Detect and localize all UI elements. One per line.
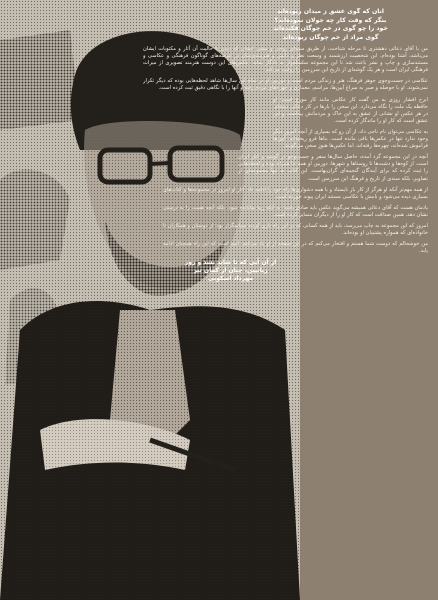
poem-line: از آن آبی که تا شاید نشد و روز bbox=[184, 259, 277, 267]
article-paragraph: آنچه در این مجموعه گرد آمده، حاصل سال‌ها سفر و جست‌وجو در گوشه و کنار ایران است. از کوه‌ها و دشت‌ها تا روستاها و شهرها، دوربین او همه جا همراه بوده و لحظه‌هایی را ثبت کرده که برای آیندگان گنجینه‌ای گران‌بهاست. این کتاب نه تنها مجموعه‌ای از تصاویر، بلکه سندی از تاریخ و فرهنگ این سرزمین است. bbox=[238, 154, 428, 182]
article-paragraph: عکاسی در جست‌وجوی جوهر فرهنگ، هنر و زندگی مردم است و دوربین او در تمام این سال‌ها شاهد لحظه‌هایی بوده که دیگر تکرار نمی‌شوند. او با حوصله و صبر به سراغ آیین‌ها، مراسم، معماری و چهره‌های مردم رفته و آنها را با نگاهی دقیق ثبت کرده است. bbox=[143, 78, 428, 92]
article-paragraph: به عکاسی می‌توان نام ناجی داد، از آن رو که بسیاری از آنچه امروز دیگر وجود ندارد تنها در عکس‌ها باقی مانده است. بناها فرو ریخته‌اند، آیین‌ها فراموش شده‌اند، چهره‌ها رفته‌اند، اما عکس‌ها هنوز سخن می‌گویند. bbox=[273, 128, 428, 150]
poem-line: بنگر که وقت کار چه جولان نموده‌اند؟ bbox=[274, 16, 387, 24]
article-paragraph: ابرج افشار روزی به من گفت کار عکاس مانند کار مورخ است؛ او حافظه یک ملت را نگاه می‌دارد. این سخن را بارها در کار دعائی دیده‌ام. در هر عکس او نشانی از عشق به این خاک و مردمانش پیداست و این عشق است که کار او را ماندگار کرده است. bbox=[273, 96, 428, 124]
article-paragraph: از همه مهم‌تر آنکه او هرگز از کار باز نایستاد و با همه دشواری‌ها راه خود را ادامه داد. آثار او امروز در مجموعه‌ها و کتاب‌های بسیاری دیده می‌شود و نامش با عکاسی مستند ایران پیوند خورده است. bbox=[163, 186, 428, 200]
footer-poem bbox=[143, 259, 318, 283]
article-paragraph: امروز که این مجموعه به چاپ می‌رسد، باید از همه کسانی که در این راه یاری کردند سپاسگزار بود؛ از دوستان و همکاران تا خانواده‌ای که همواره پشتیبان او بوده‌اند. bbox=[163, 222, 428, 237]
article-paragraph: یادمان هست که آقای دعائی همیشه می‌گوید عکس باید صادق باشد؛ نه آنکه زیبا نمایانده شود، بلکه آنچه هست را به درستی نشان دهد. همین صداقت است که کار او را از دیگران متمایز کرده است. bbox=[163, 204, 428, 218]
article-text-column bbox=[143, 8, 428, 593]
header-poem bbox=[233, 8, 428, 42]
poem-line: انان که گوی عشق ز میدان ربوده‌اند bbox=[276, 8, 385, 15]
article-paragraph: من با آقای دعائی دهشتری تا مرحله شناخت، از طریق سیمای روحی و مشی ایشان که دیدن با حالیت آن آثار و مکتوبات ایشان می‌باشد، آشنا بوده‌ام. این شخصیت ارزشمند و وسعت نظر و دانش و هنرمندی‌شان در عرصه‌های گوناگون فرهنگی و عکاسی و مستندسازی و چاپ و نشر باعث شد تا این مجموعه سلسله‌وار به یادگار بماند. عکس‌های این دوست هنرمند تصویری از میراث فرهنگی ایران است و هر یک گوشه‌ای از تاریخ این سرزمین را روایت می‌کند. bbox=[143, 46, 428, 74]
poem-line: زبانیین، چنان از کمان تیر bbox=[193, 267, 268, 275]
poem-line: گوی مراد از خم چوگان ربوده‌اند bbox=[282, 33, 379, 41]
poem-line: خود را چو گوی در خم چوگان فکنده‌اند bbox=[273, 25, 388, 32]
article-paragraph: من خوشحالم که دوست شما هستم و افتخار می‌کنم که در این صفحه از او یاد می‌کنم. امید است که این راه همچنان ادامه یابد. bbox=[163, 241, 428, 255]
author-signature: مهرداد اسکویی bbox=[207, 275, 254, 283]
